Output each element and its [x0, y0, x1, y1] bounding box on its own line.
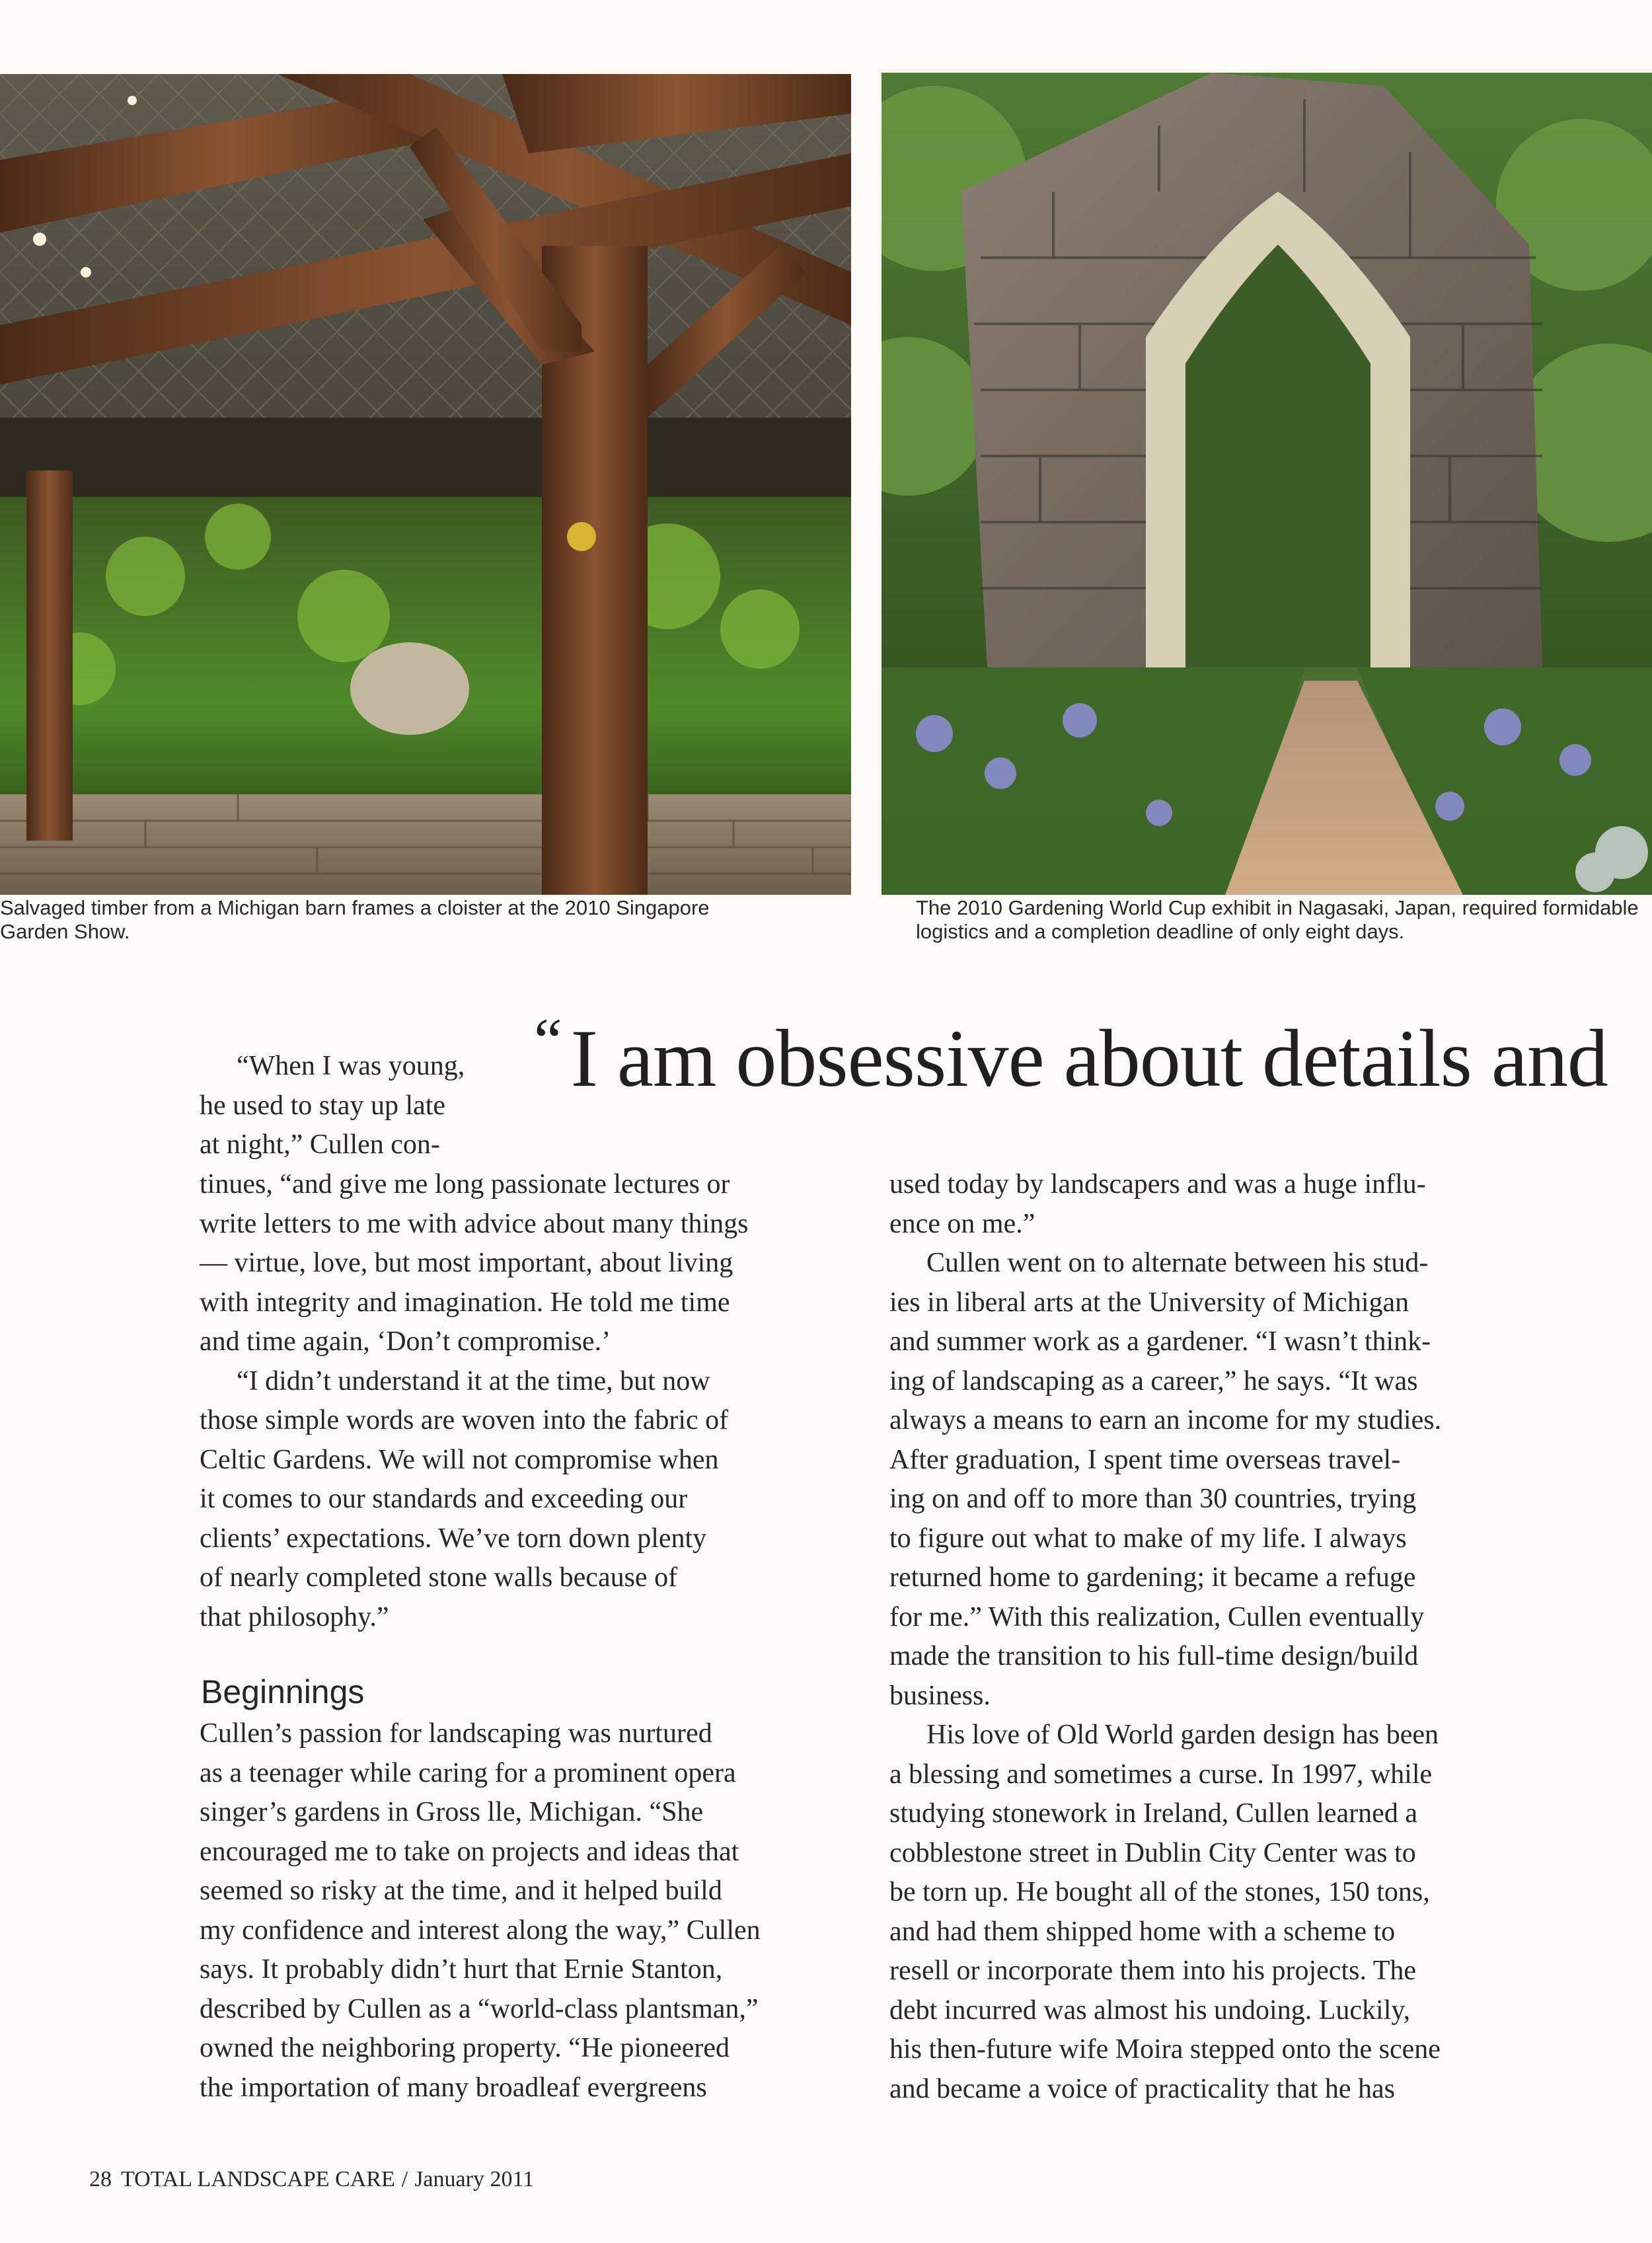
text-line: studying stonework in Ireland, Cullen learned a — [889, 1798, 1417, 1829]
quote-mark: “ — [534, 1005, 562, 1076]
text-line: clients’ expectations. We’ve torn down plenty — [200, 1523, 707, 1554]
text-line: it comes to our standards and exceeding our — [200, 1484, 688, 1514]
section-heading: Beginnings — [201, 1673, 365, 1710]
text-line: and time again, ‘Don’t compromise.’ — [200, 1326, 611, 1357]
text-line: business. — [889, 1680, 991, 1711]
text-line: he used to stay up late — [200, 1090, 446, 1121]
column-top-lines — [200, 1047, 465, 1165]
text-line: and had them shipped home with a scheme to — [889, 1916, 1396, 1947]
text-line: encouraged me to take on projects and ideas that — [200, 1836, 739, 1867]
text-line: cobblestone street in Dublin City Center was to — [889, 1837, 1416, 1868]
publication-name: TOTAL LANDSCAPE CARE — [121, 2167, 395, 2191]
text-line: ing on and off to more than 30 countries, trying — [889, 1484, 1417, 1514]
text-line: Cullen went on to alternate between his stud- — [926, 1248, 1429, 1278]
text-line: debt incurred was almost his undoing. Luckily, — [889, 1995, 1411, 2026]
text-line: his then-future wife Moira stepped onto the scene — [889, 2034, 1441, 2065]
text-line: write letters to me with advice about many things — [200, 1208, 749, 1239]
text-line: with integrity and imagination. He told me time — [200, 1287, 730, 1318]
text-line: at night,” Cullen con- — [200, 1129, 440, 1160]
text-line: Cullen’s passion for landscaping was nurtured — [200, 1718, 712, 1749]
text-line: to figure out what to make of my life. I always — [889, 1523, 1407, 1554]
text-line: made the transition to his full-time design/build — [889, 1641, 1419, 1671]
photo-caption-right: The 2010 Gardening World Cup exhibit in Nagasaki, Japan, required formidable logistics and a completion deadline of only eight days. — [916, 896, 1639, 943]
text-line: of nearly completed stone walls because of — [200, 1562, 678, 1593]
text-line: for me.” With this realization, Cullen eventually — [889, 1601, 1425, 1632]
column-right-body — [889, 1165, 1441, 2109]
pull-quote — [534, 995, 1608, 1105]
text-line: as a teenager while caring for a prominent opera — [200, 1757, 736, 1788]
issue-date: January 2011 — [414, 2167, 535, 2191]
column-beginnings-body — [200, 1714, 761, 2108]
text-line: After graduation, I spent time overseas travel- — [889, 1444, 1401, 1475]
text-line: resell or incorporate them into his projects. The — [889, 1956, 1416, 1986]
text-line: those simple words are woven into the fabric of — [200, 1405, 729, 1435]
text-line: seemed so risky at the time, and it helped build — [200, 1876, 722, 1906]
text-line: my confidence and interest along the way,” Cullen — [200, 1915, 761, 1946]
text-line: ence on me.” — [889, 1208, 1035, 1239]
text-line: and became a voice of practicality that he has — [889, 2073, 1395, 2104]
page-number: 28 — [89, 2167, 112, 2191]
pull-quote-text: I am obsessive about details and — [570, 1013, 1608, 1104]
text-line: the importation of many broadleaf evergreens — [200, 2072, 707, 2103]
text-line: returned home to gardening; it became a refuge — [889, 1562, 1416, 1593]
text-line: — virtue, love, but most important, about living — [200, 1248, 733, 1278]
text-line: singer’s gardens in Gross lle, Michigan. “She — [200, 1797, 704, 1827]
text-line: “I didn’t understand it at the time, but now — [237, 1365, 710, 1396]
text-line: “When I was young, — [237, 1051, 465, 1081]
text-line: be torn up. He bought all of the stones, 150 tons, — [889, 1877, 1430, 1907]
text-line: used today by landscapers and was a huge influ- — [889, 1169, 1426, 1199]
text-line: His love of Old World garden design has been — [926, 1720, 1439, 1750]
text-line: and summer work as a gardener. “I wasn’t think- — [889, 1326, 1431, 1357]
footer-separator: / — [401, 2167, 408, 2191]
page-footer — [89, 2166, 541, 2193]
cloister-photo — [0, 74, 851, 895]
text-line: ies in liberal arts at the University of Michigan — [889, 1287, 1409, 1318]
stone-arch-photo — [882, 73, 1652, 895]
photo-caption-left: Salvaged timber from a Michigan barn frames a cloister at the 2010 Singapore Garden Show. — [0, 896, 710, 943]
text-line: says. It probably didn’t hurt that Ernie Stanton, — [200, 1954, 723, 1985]
text-line: described by Cullen as a “world-class plantsman,” — [200, 1993, 759, 2024]
text-line: ing of landscaping as a career,” he says. “It was — [889, 1365, 1418, 1396]
text-line: that philosophy.” — [200, 1601, 389, 1632]
text-line: owned the neighboring property. “He pioneered — [200, 2033, 730, 2063]
text-line: always a means to earn an income for my studies. — [889, 1405, 1442, 1435]
text-line: Celtic Gardens. We will not compromise when — [200, 1444, 719, 1475]
text-line: tinues, “and give me long passionate lectures or — [200, 1169, 730, 1199]
column-left-body — [200, 1165, 748, 1637]
text-line: a blessing and sometimes a curse. In 1997, while — [889, 1759, 1433, 1790]
